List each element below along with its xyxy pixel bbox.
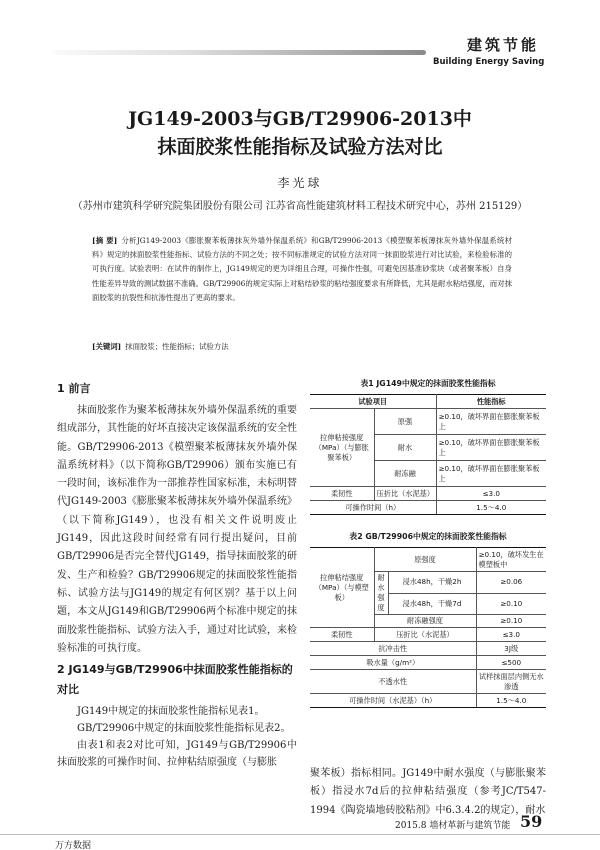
journal-footer: 2015.8 墙材革新与建筑节能 [395, 821, 511, 831]
table-1 [310, 394, 546, 515]
continuation-paragraph: 聚苯板）指标相同。JG149中耐水强度（与膨胀聚苯板）指浸水7d后的拉伸粘结强度（参考JC/T547-1994《陶瓷墙地砖胶粘剂》中6.3.4.2的规定），耐水 [310, 768, 546, 816]
title-line-1: JG149-2003与GB/T29906-2013中 [128, 108, 472, 130]
header-gradient-bar [52, 50, 426, 55]
table-1-flex-value: ≤3.0 [436, 487, 546, 501]
table-2-orig-item: 原强度 [374, 548, 476, 572]
keywords-text: 抹面胶浆；性能指标；试验方法 [125, 342, 229, 351]
abstract-label: [摘 要] [92, 236, 118, 245]
table-1-row-value: ≥0.10，破坏界面在膨胀聚苯板上 [436, 409, 546, 435]
section-1-paragraph: 抹面胶浆作为聚苯板薄抹灰外墙外保温系统的重要组成部分，其性能的好坏直接决定该保温系统的安全性能。GB/T29906-2013《模塑聚苯板薄抹灰外墙外保温系统材料》（以下简称GB/T29906）颁布实施已有一段时间，该标准作为一部推荐性国家标准，未标明替代JG149-2003《膨胀聚苯板薄抹灰外墙外保温系统》（以下简称JG149），也没有相关文件说明废止JG149，因此这段时间经常有同行提出疑问，目前GB/T29906是否完全替代JG149，指导抹面胶浆的研发、生产和检验？GB/T29906规定的抹面胶浆性能指标、试验方法与JG149的规定有何区别？基于以上问题，本文从JG149和GB/T29906两个标准中规定的抹面胶浆性能指标、试验方法入手，通过对比试验，来检验标准的可执行度。 [57, 405, 297, 654]
table-1-row-item: 耐水 [374, 435, 436, 461]
affiliation: （苏州市建筑科学研究院集团股份有限公司 江苏省高性能建筑材料工程技术研究中心，苏州 215129） [72, 201, 528, 212]
table-1-group-label: 拉伸粘接强度（MPa）（与膨胀聚苯板） [310, 409, 374, 487]
source-footer: 万方数据 [55, 841, 92, 850]
keywords-label: [关键词] [92, 342, 122, 351]
abstract [92, 234, 512, 305]
table-1-open-time-value: 1.5～4.0 [436, 501, 546, 515]
table-2-flex-item: 压折比（水泥基） [374, 628, 476, 642]
table-2-absorb-value: ≤500 [476, 656, 546, 670]
table-2-water-value: ≥0.10 [476, 593, 546, 615]
author: 李光球 [277, 176, 323, 190]
table-2-freeze-item: 耐冻融强度 [374, 615, 476, 628]
section-2-line-2: GB/T29906中规定的抹面胶浆性能指标见表2。 [77, 723, 291, 734]
table-2-caption: 表2 GB/T29906中规定的抹面胶浆性能指标 [349, 532, 507, 541]
table-2-impact-value: 3J级 [476, 642, 546, 656]
table-1-open-time-label: 可操作时间（h） [310, 501, 436, 515]
table-2-absorb-label: 吸水量（g/m²） [310, 656, 476, 670]
section-2-line-1: JG149中规定的抹面胶浆性能指标见表1。 [77, 706, 265, 717]
table-2-group-label: 拉伸粘结强度（MPa）（与模塑板） [310, 548, 374, 628]
table-2-flex-value: ≤3.0 [476, 628, 546, 642]
table-1-row-item: 耐冻融 [374, 461, 436, 487]
table-2-water-value: ≥0.06 [476, 572, 546, 594]
section-2-line-3: 由表1和表2对比可知，JG149与GB/T29906中抹面胶浆的可操作时间、拉伸粘结原强度（与膨胀 [57, 740, 297, 768]
section-2-heading: 2 JG149与GB/T29906中抹面胶浆性能指标的对比 [57, 663, 293, 696]
section-2-paragraph [57, 703, 297, 771]
table-2-orig-value: ≥0.10，破坏发生在模塑板中 [476, 548, 546, 572]
keywords [92, 340, 512, 354]
footer-rule [0, 834, 600, 835]
column-title: 建筑节能 [467, 36, 540, 54]
table-1-flex-label: 柔韧性 [310, 487, 374, 501]
section-1-heading: 1 前言 [57, 382, 91, 395]
table-1-row-value: ≥0.10，破坏界面在膨胀聚苯板上 [436, 461, 546, 487]
table-1-flex-item: 压折比（水泥基） [374, 487, 436, 501]
table-2-imperv-value: 试样抹面层内侧无水渗透 [476, 670, 546, 694]
column-subtitle: Building Energy Saving [433, 57, 545, 67]
table-2-open-time-label: 可操作时间（水泥基）（h） [310, 694, 476, 708]
table-1-caption: 表1 JG149中规定的抹面胶浆性能指标 [360, 379, 496, 388]
table-2-impact-label: 抗冲击性 [310, 642, 476, 656]
table-2-freeze-value: ≥0.10 [476, 615, 546, 628]
table-2-flex-label: 柔韧性 [310, 628, 374, 642]
table-1-head-item: 试验项目 [310, 395, 436, 409]
table-2-imperv-label: 不透水性 [310, 670, 476, 694]
table-1-head-value: 性能指标 [436, 395, 546, 409]
table-2-open-time-value: 1.5～4.0 [476, 694, 546, 708]
page-number: 59 [520, 812, 543, 831]
table-2-water-label: 耐水强度 [374, 572, 388, 615]
table-1-row-item: 原强 [374, 409, 436, 435]
abstract-text: 分析JG149-2003《膨胀聚苯板薄抹灰外墙外保温系统》和GB/T29906-2013《模塑聚苯板薄抹灰外墙外保温系统材料》规定的抹面胶浆性能指标、试验方法的不同之处；按不同标准规定的试验方法对同一抹面胶浆进行对比试验，来检验标准的可执行度。试验表明：在试件的制作上，JG149规定的更为详细且合理，可操作性强，可避免因基准砂浆块（或者聚苯板）自身性能差异导致的测试数据不准确。GB/T29906的规定实际上对粘结砂浆的粘结强度要求有所降低，尤其是耐水粘结强度，而对抹面胶浆的抗裂性和抗渗性提出了更高的要求。 [92, 236, 512, 302]
table-1-row-value: ≥0.10，破坏界面在膨胀聚苯板上 [436, 435, 546, 461]
table-2 [310, 547, 546, 708]
table-2-water-item: 浸水48h，干燥7d [388, 593, 476, 615]
table-2-water-item: 浸水48h，干燥2h [388, 572, 476, 594]
title-line-2: 抹面胶浆性能指标及试验方法对比 [157, 136, 443, 158]
